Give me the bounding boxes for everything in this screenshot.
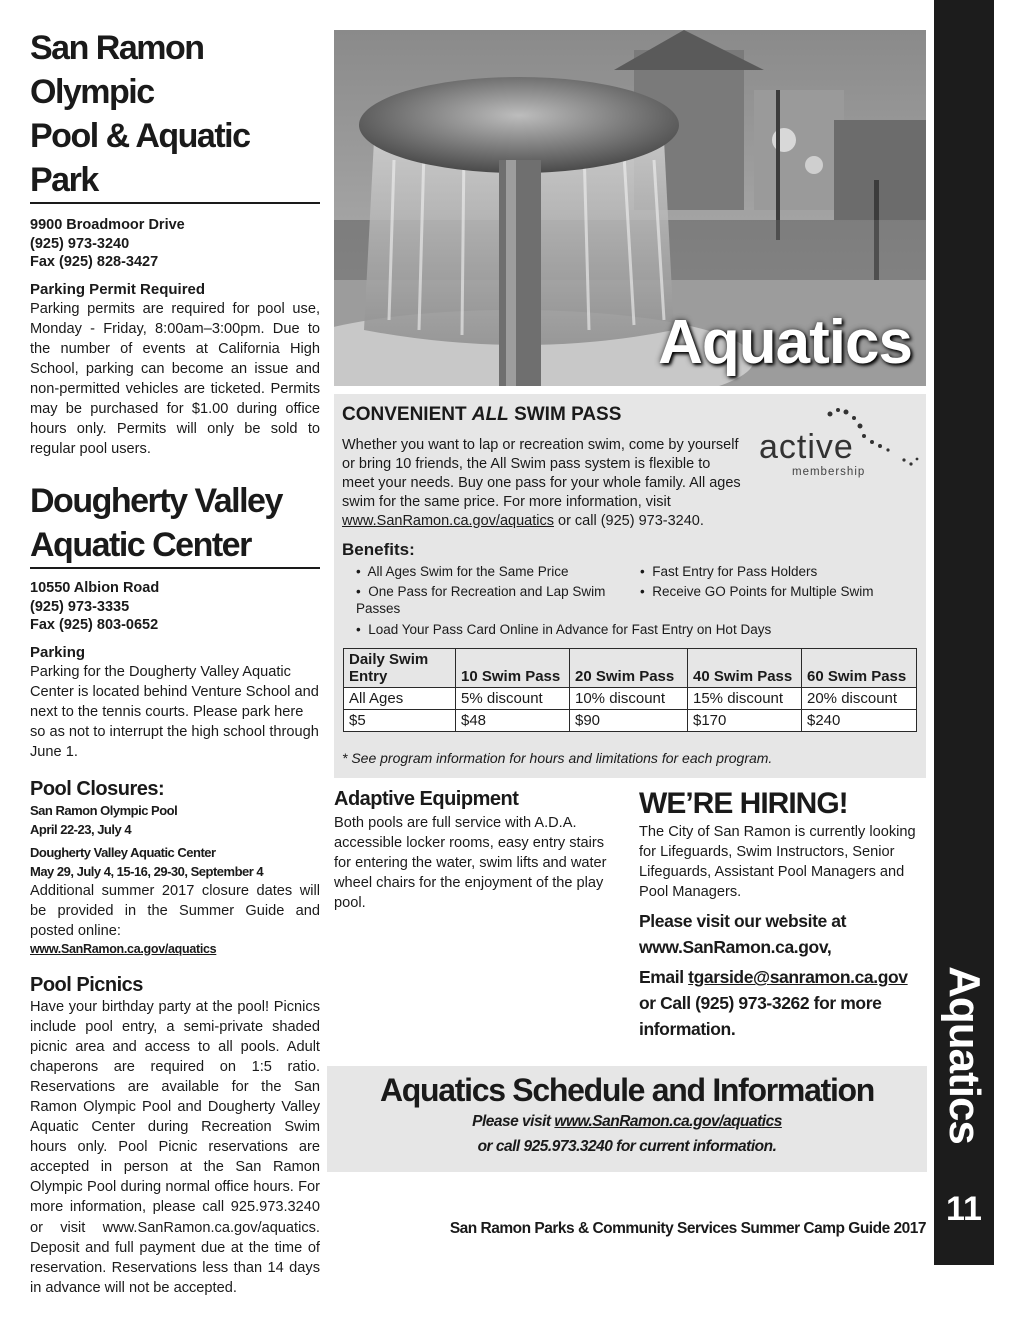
closures-olympic-name: San Ramon Olympic Pool: [30, 803, 178, 819]
table-header-cell: 10 Swim Pass: [456, 649, 570, 688]
hiring-email-line: [639, 964, 929, 990]
closures-heading: Pool Closures:: [30, 778, 165, 801]
hiring-call-line1: or Call (925) 973-3262 for more: [639, 993, 882, 1014]
hiring-call-line2: information.: [639, 1019, 736, 1040]
benefit-text: Fast Entry for Pass Holders: [652, 564, 818, 579]
benefit-item: • All Ages Swim for the Same Price: [356, 564, 569, 579]
adaptive-text: Both pools are full service with A.D.A. accessible locker rooms, easy entry stairs for entering the water, swim lifts and water wheel chairs for the enjoyment of the play pool.: [334, 815, 607, 912]
swim-pass-price-table: [343, 648, 917, 732]
section-tab-label: [934, 966, 994, 1144]
olympic-fax: Fax (925) 828-3427: [30, 254, 159, 270]
schedule-title: Aquatics Schedule and Information: [379, 1072, 875, 1108]
pass-description: [342, 436, 746, 531]
table-cell: 5% discount: [456, 688, 570, 710]
logo-word: active: [759, 428, 854, 466]
closures-olympic-dates: April 22-23, July 4: [30, 822, 132, 838]
table-cell: 15% discount: [688, 688, 802, 710]
olympic-parking-heading: Parking Permit Required: [30, 280, 206, 298]
active-membership-logo: [754, 402, 924, 482]
hiring-heading: WE’RE HIRING!: [639, 787, 848, 820]
adaptive-heading: Adaptive Equipment: [334, 788, 519, 810]
closures-link[interactable]: www.SanRamon.ca.gov/aquatics: [30, 941, 217, 956]
pass-title-pre: CONVENIENT: [342, 404, 472, 425]
logo-sub: membership: [792, 466, 866, 478]
all-swim-pass-box: [334, 394, 926, 778]
pass-text-post: or call (925) 973-3240.: [553, 513, 704, 529]
table-header-row: [344, 649, 917, 688]
pass-footnote: * See program information for hours and limitations for each program.: [342, 750, 773, 766]
pass-title-em: ALL: [471, 404, 509, 425]
table-cell: $5: [344, 710, 456, 732]
dougherty-title-line1: Dougherty Valley: [30, 482, 282, 521]
pass-link[interactable]: www.SanRamon.ca.gov/aquatics: [342, 513, 554, 529]
benefit-item: • Receive GO Points for Multiple Swim: [640, 584, 874, 599]
olympic-title-line2: Pool & Aquatic Park: [30, 114, 320, 204]
closures-dougherty-name: Dougherty Valley Aquatic Center: [30, 845, 216, 861]
table-cell: All Ages: [344, 688, 456, 710]
table-cell: $240: [802, 710, 917, 732]
olympic-title-line1: San Ramon Olympic: [30, 29, 204, 111]
closures-dougherty-dates: May 29, July 4, 15-16, 29-30, September 4: [30, 864, 264, 880]
hiring-email-link[interactable]: tgarside@sanramon.ca.gov: [688, 967, 908, 988]
dougherty-parking-text: Parking for the Dougherty Valley Aquatic Center is located behind Venture School and next to the tennis courts. Please park here so as not to interrupt the high school through June 1.: [30, 663, 319, 761]
table-row: [344, 688, 917, 710]
benefit-text: One Pass for Recreation and Lap Swim Passes: [356, 584, 606, 616]
schedule-line1: [327, 1109, 927, 1134]
left-column: [30, 26, 320, 1298]
dougherty-title-line2: Aquatic Center: [30, 523, 320, 569]
benefit-item: • One Pass for Recreation and Lap Swim Passes: [356, 584, 606, 616]
olympic-address: 9900 Broadmoor Drive: [30, 217, 185, 233]
benefit-item: • Load Your Pass Card Online in Advance for Fast Entry on Hot Days: [356, 622, 772, 637]
table-cell: $170: [688, 710, 802, 732]
hiring-visit-line1: Please visit our website at: [639, 911, 847, 932]
benefit-text: All Ages Swim for the Same Price: [367, 564, 569, 579]
schedule-line2: or call 925.973.3240 for current information.: [477, 1138, 777, 1155]
section-tab-text: Aquatics: [940, 966, 989, 1144]
table-header-cell: Daily Swim Entry: [344, 649, 456, 688]
benefit-item: • Fast Entry for Pass Holders: [640, 564, 818, 579]
olympic-phone: (925) 973-3240: [30, 235, 130, 252]
dougherty-phone: (925) 973-3335: [30, 598, 130, 615]
benefit-text: Load Your Pass Card Online in Advance for Fast Entry on Hot Days: [368, 622, 772, 637]
table-cell: $90: [570, 710, 688, 732]
picnics-heading: Pool Picnics: [30, 973, 143, 996]
pool-fountain-photo: [334, 30, 926, 386]
table-header-cell: 60 Swim Pass: [802, 649, 917, 688]
picnics-text: Have your birthday party at the pool! Picnics include pool entry, a semi-private shaded picnic area and access to all pools. Adult chaperons are required on 1:5 ratio. Reservations are available for the San Ramon Olympic Pool and Dougherty Valley Aquatic Center during Recreation Swim hours only. Pool Picnic reservations are accepted in person at the San Ramon Olympic Pool during normal office hours. For more information, please call 925.973.3240 or visit www.SanRamon.ca.gov/aquatics. Deposit and full payment due at the time of reservation. Reservations less than 14 days in advance will not be accepted.: [30, 998, 320, 1296]
email-prefix: Email: [639, 967, 689, 988]
table-cell: 10% discount: [570, 688, 688, 710]
dougherty-parking-heading: Parking: [30, 643, 86, 661]
table-cell: 20% discount: [802, 688, 917, 710]
adaptive-equipment-section: [334, 788, 624, 913]
page-number: 11: [946, 1190, 982, 1228]
pass-title-post: SWIM PASS: [508, 404, 622, 425]
photo-title: Aquatics: [658, 308, 912, 377]
schedule-line1-prefix: Please visit: [472, 1113, 555, 1130]
hiring-visit-line2[interactable]: www.SanRamon.ca.gov,: [639, 937, 832, 958]
benefit-text: Receive GO Points for Multiple Swim: [652, 584, 874, 599]
schedule-link[interactable]: www.SanRamon.ca.gov/aquatics: [554, 1113, 782, 1130]
dougherty-fax: Fax (925) 803-0652: [30, 617, 159, 634]
pass-title: [342, 404, 621, 426]
closures-text: Additional summer 2017 closure dates will be provided in the Summer Guide and posted online:: [30, 883, 320, 940]
dougherty-address: 10550 Albion Road: [30, 580, 160, 597]
schedule-info-box: [327, 1066, 927, 1172]
table-row: [344, 710, 917, 732]
olympic-parking-text: Parking permits are required for pool use, Monday - Friday, 8:00am–3:00pm. Due to the number of events at California High School, parking can become an issue and non-permitted vehicles are ticketed. Permits may be purchased for $1.00 during office hours only. Permits will only be sold to regular pool users.: [30, 300, 320, 458]
hiring-text: The City of San Ramon is currently looking for Lifeguards, Swim Instructors, Senior Lifeguards, Assistant Pool Managers and Pool Managers.: [639, 824, 916, 901]
benefits-heading: Benefits:: [342, 540, 415, 559]
pass-text-pre: Whether you want to lap or recreation swim, come by yourself or bring 10 friends, the All Swim pass system is flexible to meet your needs. Buy one pass for your whole family. All ages swim for the same price. For more information, visit: [342, 437, 741, 510]
page-footer: San Ramon Parks & Community Services Summer Camp Guide 2017: [449, 1220, 926, 1237]
table-header-cell: 20 Swim Pass: [570, 649, 688, 688]
hiring-section: [639, 786, 929, 1042]
table-cell: $48: [456, 710, 570, 732]
table-header-cell: 40 Swim Pass: [688, 649, 802, 688]
